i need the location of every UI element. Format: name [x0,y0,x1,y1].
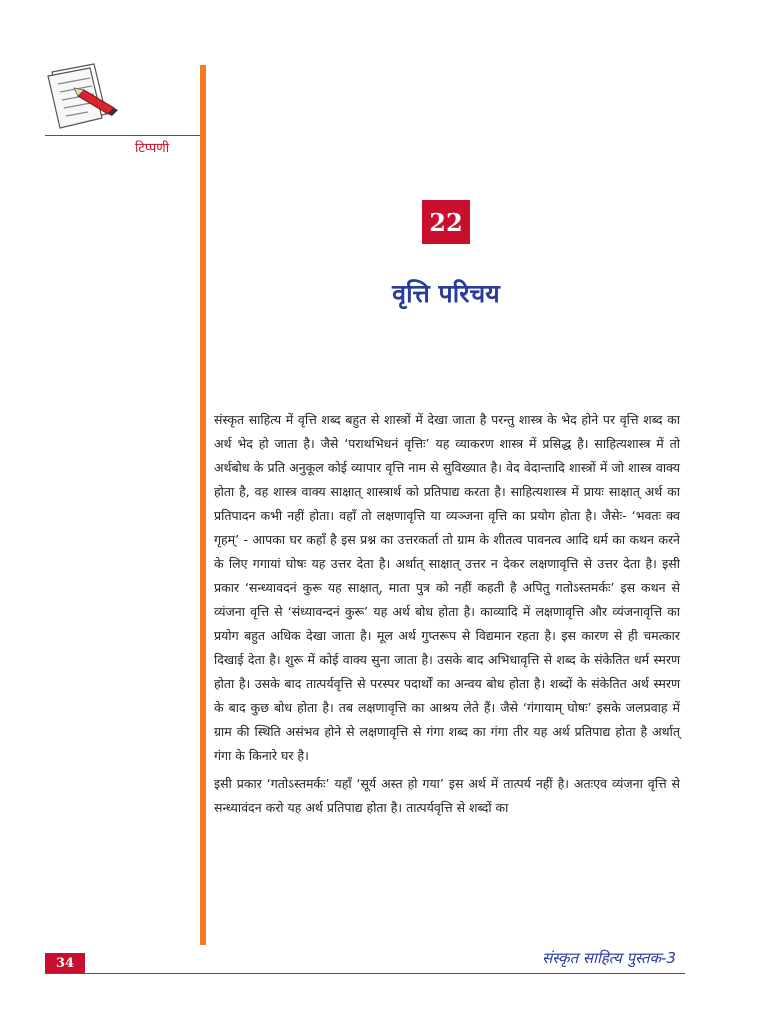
chapter-title: वृत्ति परिचय [392,279,500,308]
margin-divider [45,135,200,136]
margin-orange-bar [200,65,206,945]
footer-divider [45,973,685,974]
notepad-pencil-icon [44,62,124,134]
margin-note-label: टिप्पणी [135,141,170,156]
chapter-number: 22 [422,200,470,244]
footer-book-title: संस्कृत साहित्य पुस्तक-3 [542,949,676,967]
paragraph: इसी प्रकार ‘गतोऽस्तमर्कः’ यहाँ ‘सूर्य अस्त हो गया’ इस अर्थ में तात्पर्य नहीं है। अतःएव व्यंजना वृत्ति से सन्ध्यावंदन करो यह अर्थ प्रतिपाद्य होता है। तात्पर्यवृत्ति से शब्दों का [214,776,680,815]
paragraph: संस्कृत साहित्य में वृत्ति शब्द बहुत से शास्त्रों में देखा जाता है परन्तु शास्त्र के भेद होने पर वृत्ति शब्द का अर्थ भेद हो जाता है। जैसे ‘पराथभिधनं वृत्तिः’ यह व्याकरण शास्त्र में प्रसिद्ध है। साहित्यशास्त्र में तो अर्थबोध के प्रति अनुकूल कोई व्यापार वृत्ति नाम से सुविख्यात है। वेद वेदान्तादि शास्त्रों में जो शास्त्र वाक्य होता है, वह शास्त्र वाक्य साक्षात् शास्त्रार्थ को प्रतिपाद्य करता है। साहित्यशास्त्र में प्रायः साक्षात् अर्थ का प्रतिपादन कभी नहीं होता। वहाँ तो लक्षणावृत्ति या व्यञ्जना वृत्ति का प्रयोग होता है। जैसेः- ‘भवतः क्व गृहम्’ - आपका घर कहाँ है इस प्रश्न का उत्तरकर्ता तो ग्राम के शीतत्व पावनत्व आदि धर्म का कथन करने के लिए गगायां घोषः यह उत्तर देता है। अर्थात् साक्षात् उत्तर न देकर लक्षणावृत्ति से उत्तर देता है। इसी प्रकार ‘सन्ध्यावदनं कुरू यह साक्षात्, माता पुत्र को नहीं कहती है अपितु गतोऽस्तमर्कः’ इस कथन से व्यंजना वृत्ति से ‘संध्यावन्दनं कुरू’ यह अर्थ बोध होता है। काव्यादि में लक्षणावृत्ति और व्यंजनावृत्ति का प्रयोग बहुत अधिक देखा जाता है। मूल अर्थ गुप्तरूप से विद्यमान रहता है। इस कारण से ही चमत्कार दिखाई देता है। शुरू में कोई वाक्य सुना जाता है। उसके बाद अभिधावृत्ति से शब्द के संकेतित धर्म स्मरण होता है। उसके बाद तात्पर्यवृत्ति से परस्पर पदार्थों का अन्वय बोध होता है। शब्दों के संकेतित अर्थ स्मरण के बाद कुछ बोध होता है। तब लक्षणावृत्ति का आश्रय लेते हैं। जैसे ‘गंगायाम् घोषः’ इसके जलप्रवाह में ग्राम की स्थिति असंभव होने से लक्षणावृत्ति से गंगा शब्द का गंगा तीर यह अर्थ प्रतिपाद्य होता है अर्थात् गंगा के किनारे घर है। [214,412,680,763]
page-number: 34 [45,953,85,973]
body-text [214,408,680,824]
